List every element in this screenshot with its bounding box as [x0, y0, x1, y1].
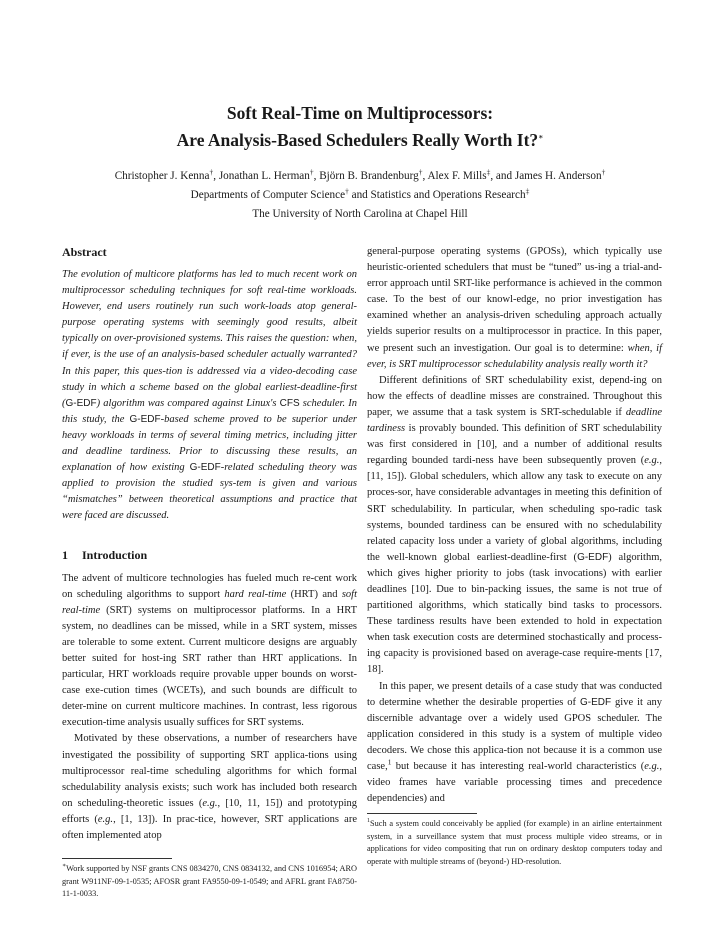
- author-4: , Alex F. Mills: [422, 170, 487, 182]
- title-footnote-mark: ∗: [538, 132, 544, 142]
- funding-footnote-text: Work supported by NSF grants CNS 0834270, CNS 0834132, and CNS 1016954; ARO grant W911NF-09-1-0535; AFOSR grant FA9550-09-1-0549; and AFRL grant FA8750-11-1-0033.: [62, 864, 357, 899]
- author-4-mark: ‡: [486, 167, 491, 177]
- right-p2-part-b: is provably bounded. This definition of SRT schedulability was first considered in [10], and a number of additional results regarding bounded tardi-ness have been subsequently proven (: [367, 423, 662, 467]
- paper-title: [0, 100, 720, 154]
- eg-2: e.g.: [97, 813, 114, 825]
- right-p1-part-a: general-purpose operating systems (GPOSs), which typically use heuristic-oriented schedulers that must be “tuned” us-ing a trial-and-error approach until SRT-like performance is achieved in the common case. To the best of our knowl-edge, no prior investigation has examined whether an analysis-driven scheduling approach actually yields superior results on a multiprocessor in practice. In this paper, we present such an investigation. Our goal is to determine:: [367, 246, 662, 354]
- video-footnote-mark: 1: [367, 818, 370, 825]
- section-number: 1: [62, 547, 68, 562]
- right-p3-part-b: give it any discernible advantage over a widely used GPOS scheduler. The application considered in this study is a system of multiple video decoders. We chose this applica-tion not because it is a common use case,: [367, 696, 662, 772]
- right-p3-part-d: , video frames have variable processing times and precedence dependencies) and: [367, 761, 662, 805]
- author-5: , and James H. Anderson: [490, 170, 602, 182]
- intro-p1-part-c: (SRT) systems on multiprocessor platforms. In a HRT system, no deadlines can be missed, while in a SRT system, misses are tolerable to some extent. Current multicore designs are arguably better suited for host-ing SRT rather than HRT applications. In particular, HRT workloads require provable upper bounds on worst-case exe-cution times (WCETs), and such bounds are difficult to deter-mine on current multicore machines. In contrast, less rigorous execution-time analysis usually suffices for SRT systems.: [62, 604, 357, 729]
- title-line-2: [0, 127, 720, 154]
- right-p3-part-a: In this paper, we present details of a case study that was conducted to determine whether the desirable properties of: [367, 680, 662, 708]
- right-paragraph-2: [367, 373, 662, 679]
- abstract-part-2: ) algorithm was compared against Linux's: [96, 397, 280, 409]
- intro-p2-part-a: Motivated by these observations, a number of researchers have investigated the possibility of supporting SRT applica-tions using multiprocessor real-time scheduling algorithms for which formal schedulability analysis exists; such work has included both research on scheduling-theoretic issues (: [62, 733, 357, 809]
- gedf-term-1: G-EDF: [577, 551, 609, 563]
- university: The University of North Carolina at Chapel Hill: [252, 208, 468, 220]
- eg-4: e.g.: [644, 761, 660, 772]
- intro-p1-part-b: (HRT) and: [286, 588, 342, 600]
- affiliation-cs-mark: †: [345, 186, 349, 196]
- author-3-mark: †: [418, 167, 423, 177]
- funding-footnote: [62, 863, 357, 901]
- abstract-part-1: The evolution of multicore platforms has led to much recent work on multiprocessor scheduling techniques for soft real-time workloads. However, end users routinely run such work-loads atop general-purpose operating systems with seemingly good results, albeit typically on over-provisioned systems. This raises the question: when, if ever, is the use of an analysis-based scheduler actually warranted? In this paper, this ques-tion is addressed via a video-decoding case study in which a scheme based on the global earliest-deadline-first (: [62, 269, 357, 409]
- title-line-1: Soft Real-Time on Multiprocessors:: [226, 103, 494, 123]
- title-line-2-text: Are Analysis-Based Schedulers Really Worth It?: [176, 130, 539, 150]
- abstract-gedf-1: G-EDF: [65, 397, 97, 409]
- abstract-text: [62, 267, 357, 525]
- section-title: Introduction: [82, 547, 148, 562]
- abstract-part-4: -based scheme proved to be superior under heavy workloads in terms of several timing metrics, including jitter and deadline tardiness. Prior to discussing these results, an explanation of how existing: [62, 413, 357, 474]
- gedf-term-2: G-EDF: [580, 696, 612, 708]
- abstract-gedf-3: G-EDF: [189, 462, 221, 474]
- abstract-gedf-2: G-EDF: [129, 413, 161, 425]
- funding-footnote-mark: ∗: [62, 863, 67, 870]
- affiliation-stats-mark: ‡: [525, 186, 530, 196]
- abstract-part-3: scheduler. In this study, the: [62, 397, 358, 425]
- author-5-mark: †: [601, 167, 606, 177]
- intro-p2-part-c: , [1, 13]). In prac-tice, however, SRT applications are often implemented atop: [62, 813, 357, 841]
- footnote-ref-1: 1: [387, 757, 392, 767]
- footnote-rule-left: [62, 858, 172, 859]
- right-p2-part-d: ) algorithm, which gives higher priority to jobs (task invocations) with earlier deadlines [10]. Due to bin-packing issues, the same is not true of partitioned algorithms, which statically bind tasks to processors. These tardiness results have been extended to hold in expectation when task execution costs are determined stochastically and process-ing capacity is provisioned based on average-case require-ments [17, 18].: [367, 551, 663, 676]
- affiliation-stats: and Statistics and Operations Research: [348, 189, 526, 201]
- research-question: when, if ever, is SRT multiprocessor schedulability analysis really worth it?: [367, 342, 662, 370]
- right-p3-part-c: but because it has interesting real-world characteristics (: [391, 761, 645, 772]
- left-column: [62, 244, 357, 901]
- author-list: [0, 167, 720, 186]
- right-p2-part-c: , [11, 15]). Global schedulers, which allow any task to execute on any proces-sor, have considerable advantages in meeting this definition of SRT schedulability. In particular, when scheduling spo-radic task systems, bounded tardiness can be ensured with no schedulability related capacity loss under a variety of global algorithms, including the well-known global earliest-deadline-first (: [367, 455, 662, 563]
- intro-paragraph-1: [62, 571, 357, 732]
- eg-1: e.g.: [202, 797, 218, 809]
- author-2: , Jonathan L. Herman: [213, 170, 310, 182]
- eg-3: e.g.: [644, 455, 660, 467]
- affiliation-cs: Departments of Computer Science: [190, 189, 346, 201]
- right-p2-part-a: Different definitions of SRT schedulability exist, depend-ing on how the effects of deadline misses are constrained. Throughout this paper, we assume that a task system is SRT-schedulable if: [367, 374, 662, 418]
- author-3: , Björn B. Brandenburg: [313, 170, 419, 182]
- author-1: Christopher J. Kenna: [114, 170, 210, 182]
- abstract-cfs: CFS: [279, 397, 300, 409]
- term-hard-real-time: hard real-time: [224, 588, 287, 600]
- affiliation: [0, 186, 720, 205]
- author-2-mark: †: [309, 167, 314, 177]
- video-footnote-text: Such a system could conceivably be applied (for example) in an airline entertainment system, in a surveillance system that must process multiple video streams, or in applications for video compositing that run on ordinary desktop computers today and operate with multiple streams of (beyond-) HD-resolution.: [367, 819, 662, 866]
- footnote-rule-right: [367, 813, 477, 814]
- abstract-part-5: -related scheduling theory was applied to provision the studied sys-tem is given and various “mismatches” between theoretical assumptions and practice that were faced are discussed.: [62, 462, 357, 522]
- right-column: [367, 244, 662, 868]
- video-system-footnote: [367, 818, 662, 868]
- abstract-heading: Abstract: [62, 245, 107, 259]
- intro-paragraph-2: [62, 731, 357, 844]
- term-soft-real-time: soft real-time: [62, 588, 358, 616]
- section-heading-introduction: [62, 547, 357, 563]
- right-paragraph-3: [367, 679, 662, 808]
- author-block: [0, 167, 720, 224]
- author-1-mark: †: [209, 167, 214, 177]
- right-paragraph-1: [367, 244, 662, 373]
- intro-p2-part-b: , [10, 11, 15]) and prototyping efforts (: [62, 797, 357, 825]
- intro-p1-part-a: The advent of multicore technologies has fueled much re-cent work on scheduling algorithms to support: [62, 572, 357, 600]
- term-deadline-tardiness: deadline tardiness: [367, 406, 662, 435]
